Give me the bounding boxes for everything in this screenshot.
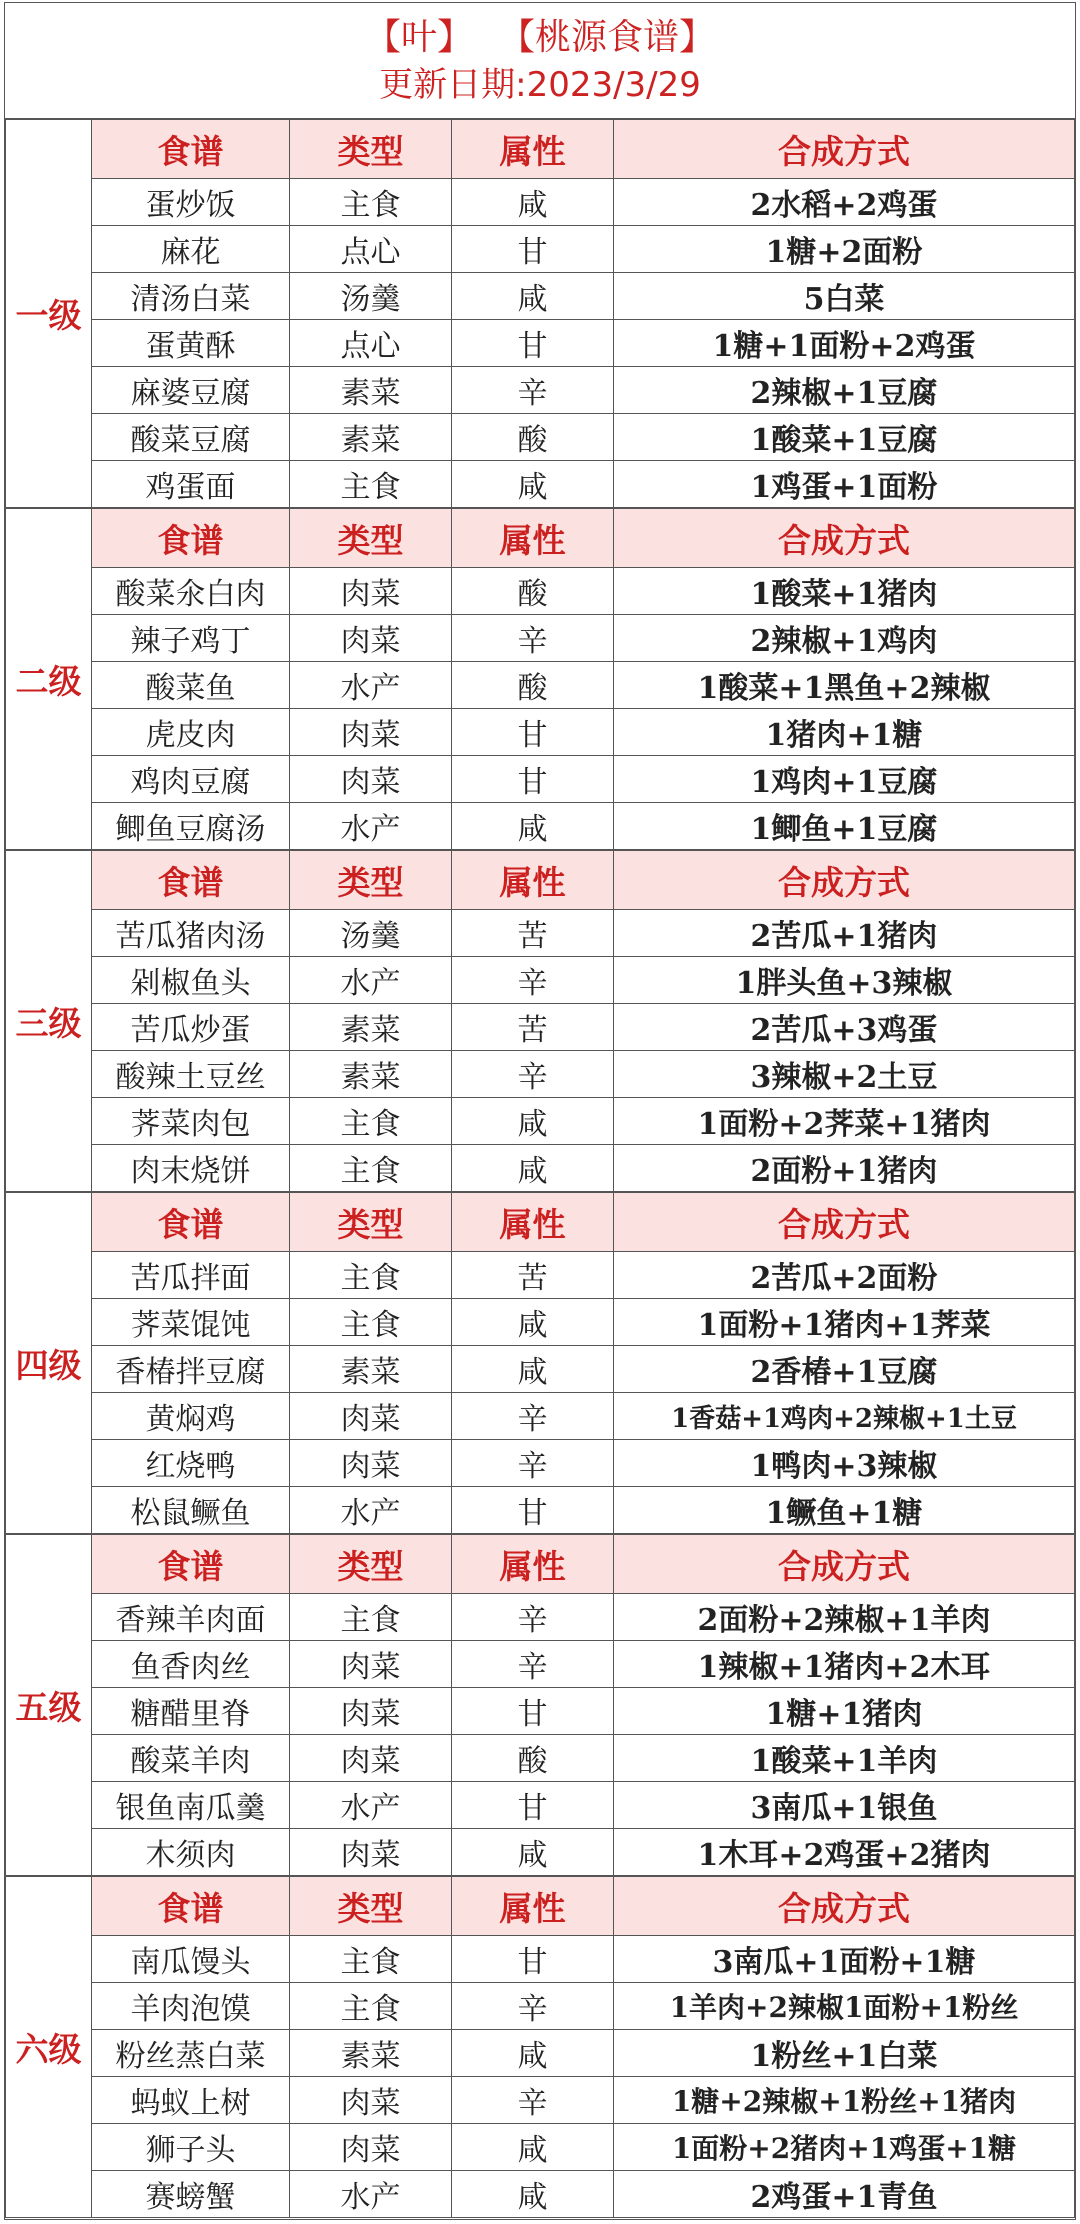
recipe-method: 2水稻+2鸡蛋 bbox=[614, 179, 1075, 226]
table-row bbox=[6, 615, 1075, 662]
table-row bbox=[6, 1440, 1075, 1487]
recipe-method: 1酸菜+1羊肉 bbox=[614, 1735, 1075, 1782]
table-row bbox=[6, 1641, 1075, 1688]
recipe-type: 肉菜 bbox=[290, 1688, 452, 1735]
table-row bbox=[6, 1936, 1075, 1983]
header-method: 合成方式 bbox=[614, 1876, 1075, 1936]
header-method: 合成方式 bbox=[614, 1534, 1075, 1594]
recipe-method: 1酸菜+1豆腐 bbox=[614, 414, 1075, 461]
header-method: 合成方式 bbox=[614, 850, 1075, 910]
column-header-row bbox=[6, 120, 1075, 179]
table-row bbox=[6, 1299, 1075, 1346]
table-row bbox=[6, 226, 1075, 273]
recipe-name: 香辣羊肉面 bbox=[92, 1594, 290, 1641]
recipe-name: 木须肉 bbox=[92, 1829, 290, 1877]
recipe-name: 麻婆豆腐 bbox=[92, 367, 290, 414]
recipe-method: 1糖+2面粉 bbox=[614, 226, 1075, 273]
header-type: 类型 bbox=[290, 1192, 452, 1252]
recipe-name: 剁椒鱼头 bbox=[92, 957, 290, 1004]
recipe-attribute: 咸 bbox=[452, 803, 614, 851]
recipe-attribute: 甘 bbox=[452, 1688, 614, 1735]
table-row bbox=[6, 1393, 1075, 1440]
recipe-name: 荠菜肉包 bbox=[92, 1098, 290, 1145]
recipe-type: 素菜 bbox=[290, 367, 452, 414]
recipe-attribute: 咸 bbox=[452, 1145, 614, 1193]
recipe-method: 1粉丝+1白菜 bbox=[614, 2030, 1075, 2077]
header-type: 类型 bbox=[290, 850, 452, 910]
recipe-type: 素菜 bbox=[290, 1051, 452, 1098]
recipe-name: 赛螃蟹 bbox=[92, 2171, 290, 2218]
header-recipe: 食谱 bbox=[92, 1876, 290, 1936]
recipe-method: 2辣椒+1豆腐 bbox=[614, 367, 1075, 414]
recipe-name: 苦瓜拌面 bbox=[92, 1252, 290, 1299]
update-date-label: 更新日期: bbox=[379, 64, 527, 105]
recipe-type: 主食 bbox=[290, 1936, 452, 1983]
table-row bbox=[6, 320, 1075, 367]
recipe-name: 蛋炒饭 bbox=[92, 179, 290, 226]
update-date-value: 2023/3/29 bbox=[526, 64, 701, 105]
column-header-row bbox=[6, 1876, 1075, 1936]
recipe-name: 狮子头 bbox=[92, 2124, 290, 2171]
recipe-attribute: 辛 bbox=[452, 1051, 614, 1098]
column-header-row bbox=[6, 508, 1075, 568]
recipe-type: 肉菜 bbox=[290, 1440, 452, 1487]
recipe-name: 麻花 bbox=[92, 226, 290, 273]
recipe-attribute: 辛 bbox=[452, 1440, 614, 1487]
recipe-method: 3南瓜+1银鱼 bbox=[614, 1782, 1075, 1829]
table-row bbox=[6, 273, 1075, 320]
recipe-type: 点心 bbox=[290, 320, 452, 367]
header-attribute: 属性 bbox=[452, 1534, 614, 1594]
table-row bbox=[6, 1145, 1075, 1193]
recipe-type: 水产 bbox=[290, 662, 452, 709]
level-label: 三级 bbox=[6, 850, 92, 1192]
recipe-attribute: 辛 bbox=[452, 1641, 614, 1688]
recipe-attribute: 咸 bbox=[452, 179, 614, 226]
recipe-name: 银鱼南瓜羹 bbox=[92, 1782, 290, 1829]
header-recipe: 食谱 bbox=[92, 120, 290, 179]
recipe-type: 水产 bbox=[290, 803, 452, 851]
table-row bbox=[6, 1782, 1075, 1829]
recipe-name: 红烧鸭 bbox=[92, 1440, 290, 1487]
table-row bbox=[6, 1252, 1075, 1299]
recipe-method: 1胖头鱼+3辣椒 bbox=[614, 957, 1075, 1004]
recipe-method: 1鲫鱼+1豆腐 bbox=[614, 803, 1075, 851]
recipe-name: 松鼠鳜鱼 bbox=[92, 1487, 290, 1535]
table-row bbox=[6, 1004, 1075, 1051]
table-row bbox=[6, 1688, 1075, 1735]
header-type: 类型 bbox=[290, 508, 452, 568]
recipe-method: 1面粉+2猪肉+1鸡蛋+1糖 bbox=[614, 2124, 1075, 2171]
table-row bbox=[6, 1829, 1075, 1877]
recipe-type: 水产 bbox=[290, 957, 452, 1004]
recipe-attribute: 酸 bbox=[452, 568, 614, 615]
recipe-type: 主食 bbox=[290, 1299, 452, 1346]
table-row bbox=[6, 179, 1075, 226]
recipe-name: 肉末烧饼 bbox=[92, 1145, 290, 1193]
recipe-attribute: 甘 bbox=[452, 1487, 614, 1535]
recipe-name: 荠菜馄饨 bbox=[92, 1299, 290, 1346]
recipe-attribute: 辛 bbox=[452, 957, 614, 1004]
recipe-name: 南瓜馒头 bbox=[92, 1936, 290, 1983]
recipe-name: 香椿拌豆腐 bbox=[92, 1346, 290, 1393]
level-label: 一级 bbox=[6, 120, 92, 509]
recipe-sheet bbox=[4, 2, 1076, 2220]
recipe-table bbox=[5, 119, 1075, 2218]
recipe-type: 主食 bbox=[290, 179, 452, 226]
recipe-type: 肉菜 bbox=[290, 1393, 452, 1440]
column-header-row bbox=[6, 1192, 1075, 1252]
recipe-attribute: 甘 bbox=[452, 709, 614, 756]
recipe-type: 汤羹 bbox=[290, 273, 452, 320]
recipe-name: 酸菜羊肉 bbox=[92, 1735, 290, 1782]
recipe-attribute: 辛 bbox=[452, 615, 614, 662]
recipe-attribute: 咸 bbox=[452, 2171, 614, 2218]
level-label: 六级 bbox=[6, 1876, 92, 2218]
recipe-attribute: 酸 bbox=[452, 1735, 614, 1782]
recipe-attribute: 苦 bbox=[452, 910, 614, 957]
table-row bbox=[6, 461, 1075, 509]
recipe-name: 酸菜豆腐 bbox=[92, 414, 290, 461]
level-label: 二级 bbox=[6, 508, 92, 850]
header-type: 类型 bbox=[290, 120, 452, 179]
recipe-attribute: 咸 bbox=[452, 1346, 614, 1393]
recipe-attribute: 甘 bbox=[452, 756, 614, 803]
table-row bbox=[6, 803, 1075, 851]
recipe-method: 2辣椒+1鸡肉 bbox=[614, 615, 1075, 662]
recipe-attribute: 酸 bbox=[452, 662, 614, 709]
recipe-method: 1糖+1猪肉 bbox=[614, 1688, 1075, 1735]
level-label: 五级 bbox=[6, 1534, 92, 1876]
recipe-attribute: 苦 bbox=[452, 1004, 614, 1051]
recipe-method: 2苦瓜+3鸡蛋 bbox=[614, 1004, 1075, 1051]
recipe-method: 5白菜 bbox=[614, 273, 1075, 320]
recipe-attribute: 咸 bbox=[452, 1098, 614, 1145]
recipe-type: 素菜 bbox=[290, 1346, 452, 1393]
recipe-method: 2苦瓜+2面粉 bbox=[614, 1252, 1075, 1299]
recipe-method: 1木耳+2鸡蛋+2猪肉 bbox=[614, 1829, 1075, 1877]
recipe-method: 1香菇+1鸡肉+2辣椒+1土豆 bbox=[614, 1393, 1075, 1440]
recipe-name: 蚂蚁上树 bbox=[92, 2077, 290, 2124]
recipe-method: 1糖+2辣椒+1粉丝+1猪肉 bbox=[614, 2077, 1075, 2124]
recipe-name: 鲫鱼豆腐汤 bbox=[92, 803, 290, 851]
table-row bbox=[6, 2171, 1075, 2218]
header-method: 合成方式 bbox=[614, 1192, 1075, 1252]
recipe-attribute: 辛 bbox=[452, 1393, 614, 1440]
header-method: 合成方式 bbox=[614, 508, 1075, 568]
recipe-type: 汤羹 bbox=[290, 910, 452, 957]
recipe-method: 2香椿+1豆腐 bbox=[614, 1346, 1075, 1393]
recipe-name: 蛋黄酥 bbox=[92, 320, 290, 367]
recipe-method: 1面粉+2荠菜+1猪肉 bbox=[614, 1098, 1075, 1145]
recipe-method: 1猪肉+1糖 bbox=[614, 709, 1075, 756]
recipe-attribute: 辛 bbox=[452, 367, 614, 414]
recipe-name: 酸菜鱼 bbox=[92, 662, 290, 709]
header-recipe: 食谱 bbox=[92, 1534, 290, 1594]
recipe-type: 主食 bbox=[290, 1252, 452, 1299]
recipe-attribute: 咸 bbox=[452, 1829, 614, 1877]
recipe-method: 1羊肉+2辣椒1面粉+1粉丝 bbox=[614, 1983, 1075, 2030]
recipe-name: 鱼香肉丝 bbox=[92, 1641, 290, 1688]
recipe-method: 1鸡肉+1豆腐 bbox=[614, 756, 1075, 803]
recipe-type: 主食 bbox=[290, 1098, 452, 1145]
recipe-name: 辣子鸡丁 bbox=[92, 615, 290, 662]
header-type: 类型 bbox=[290, 1876, 452, 1936]
recipe-attribute: 咸 bbox=[452, 461, 614, 509]
recipe-type: 肉菜 bbox=[290, 2077, 452, 2124]
recipe-method: 1酸菜+1猪肉 bbox=[614, 568, 1075, 615]
recipe-type: 点心 bbox=[290, 226, 452, 273]
recipe-table-body bbox=[6, 120, 1075, 2218]
title-author: 【叶】 bbox=[364, 16, 473, 58]
recipe-attribute: 咸 bbox=[452, 273, 614, 320]
recipe-type: 素菜 bbox=[290, 414, 452, 461]
header-attribute: 属性 bbox=[452, 120, 614, 179]
recipe-type: 肉菜 bbox=[290, 756, 452, 803]
recipe-type: 主食 bbox=[290, 1594, 452, 1641]
recipe-type: 主食 bbox=[290, 461, 452, 509]
recipe-name: 酸菜氽白肉 bbox=[92, 568, 290, 615]
level-label: 四级 bbox=[6, 1192, 92, 1534]
table-row bbox=[6, 1346, 1075, 1393]
recipe-type: 主食 bbox=[290, 1145, 452, 1193]
recipe-name: 粉丝蒸白菜 bbox=[92, 2030, 290, 2077]
recipe-type: 肉菜 bbox=[290, 615, 452, 662]
recipe-type: 肉菜 bbox=[290, 2124, 452, 2171]
table-row bbox=[6, 1983, 1075, 2030]
recipe-method: 2鸡蛋+1青鱼 bbox=[614, 2171, 1075, 2218]
recipe-name: 苦瓜猪肉汤 bbox=[92, 910, 290, 957]
header-recipe: 食谱 bbox=[92, 1192, 290, 1252]
table-row bbox=[6, 2124, 1075, 2171]
header-attribute: 属性 bbox=[452, 1192, 614, 1252]
recipe-method: 1鸭肉+3辣椒 bbox=[614, 1440, 1075, 1487]
sheet-header bbox=[5, 3, 1075, 119]
recipe-name: 黄焖鸡 bbox=[92, 1393, 290, 1440]
recipe-attribute: 甘 bbox=[452, 320, 614, 367]
header-attribute: 属性 bbox=[452, 1876, 614, 1936]
recipe-type: 肉菜 bbox=[290, 568, 452, 615]
recipe-attribute: 咸 bbox=[452, 2124, 614, 2171]
recipe-method: 2面粉+1猪肉 bbox=[614, 1145, 1075, 1193]
recipe-type: 水产 bbox=[290, 1782, 452, 1829]
table-row bbox=[6, 1594, 1075, 1641]
title-name: 【桃源食谱】 bbox=[499, 16, 716, 58]
recipe-attribute: 辛 bbox=[452, 1983, 614, 2030]
recipe-name: 苦瓜炒蛋 bbox=[92, 1004, 290, 1051]
column-header-row bbox=[6, 850, 1075, 910]
recipe-attribute: 酸 bbox=[452, 414, 614, 461]
table-row bbox=[6, 568, 1075, 615]
header-recipe: 食谱 bbox=[92, 850, 290, 910]
recipe-type: 主食 bbox=[290, 1983, 452, 2030]
table-row bbox=[6, 756, 1075, 803]
recipe-method: 2面粉+2辣椒+1羊肉 bbox=[614, 1594, 1075, 1641]
recipe-attribute: 辛 bbox=[452, 1594, 614, 1641]
table-row bbox=[6, 367, 1075, 414]
recipe-attribute: 咸 bbox=[452, 2030, 614, 2077]
recipe-method: 1鸡蛋+1面粉 bbox=[614, 461, 1075, 509]
recipe-attribute: 甘 bbox=[452, 226, 614, 273]
recipe-attribute: 咸 bbox=[452, 1299, 614, 1346]
recipe-name: 鸡蛋面 bbox=[92, 461, 290, 509]
recipe-attribute: 甘 bbox=[452, 1782, 614, 1829]
table-row bbox=[6, 1051, 1075, 1098]
recipe-method: 3辣椒+2土豆 bbox=[614, 1051, 1075, 1098]
recipe-attribute: 甘 bbox=[452, 1936, 614, 1983]
recipe-method: 2苦瓜+1猪肉 bbox=[614, 910, 1075, 957]
recipe-name: 羊肉泡馍 bbox=[92, 1983, 290, 2030]
recipe-type: 肉菜 bbox=[290, 1829, 452, 1877]
table-row bbox=[6, 957, 1075, 1004]
column-header-row bbox=[6, 1534, 1075, 1594]
recipe-method: 1糖+1面粉+2鸡蛋 bbox=[614, 320, 1075, 367]
recipe-type: 水产 bbox=[290, 1487, 452, 1535]
table-row bbox=[6, 910, 1075, 957]
recipe-attribute: 辛 bbox=[452, 2077, 614, 2124]
table-row bbox=[6, 709, 1075, 756]
table-row bbox=[6, 1735, 1075, 1782]
table-row bbox=[6, 1098, 1075, 1145]
recipe-name: 虎皮肉 bbox=[92, 709, 290, 756]
recipe-method: 1辣椒+1猪肉+2木耳 bbox=[614, 1641, 1075, 1688]
recipe-method: 1鳜鱼+1糖 bbox=[614, 1487, 1075, 1535]
recipe-type: 肉菜 bbox=[290, 1641, 452, 1688]
recipe-name: 酸辣土豆丝 bbox=[92, 1051, 290, 1098]
header-attribute: 属性 bbox=[452, 850, 614, 910]
header-method: 合成方式 bbox=[614, 120, 1075, 179]
recipe-name: 糖醋里脊 bbox=[92, 1688, 290, 1735]
recipe-name: 清汤白菜 bbox=[92, 273, 290, 320]
header-recipe: 食谱 bbox=[92, 508, 290, 568]
update-date bbox=[379, 62, 701, 108]
table-row bbox=[6, 662, 1075, 709]
recipe-name: 鸡肉豆腐 bbox=[92, 756, 290, 803]
recipe-type: 肉菜 bbox=[290, 709, 452, 756]
recipe-type: 素菜 bbox=[290, 1004, 452, 1051]
sheet-title bbox=[365, 14, 715, 62]
recipe-type: 水产 bbox=[290, 2171, 452, 2218]
recipe-type: 素菜 bbox=[290, 2030, 452, 2077]
table-row bbox=[6, 414, 1075, 461]
header-attribute: 属性 bbox=[452, 508, 614, 568]
recipe-method: 3南瓜+1面粉+1糖 bbox=[614, 1936, 1075, 1983]
table-row bbox=[6, 1487, 1075, 1535]
recipe-method: 1酸菜+1黑鱼+2辣椒 bbox=[614, 662, 1075, 709]
recipe-method: 1面粉+1猪肉+1荠菜 bbox=[614, 1299, 1075, 1346]
table-row bbox=[6, 2077, 1075, 2124]
recipe-attribute: 苦 bbox=[452, 1252, 614, 1299]
table-row bbox=[6, 2030, 1075, 2077]
recipe-type: 肉菜 bbox=[290, 1735, 452, 1782]
header-type: 类型 bbox=[290, 1534, 452, 1594]
